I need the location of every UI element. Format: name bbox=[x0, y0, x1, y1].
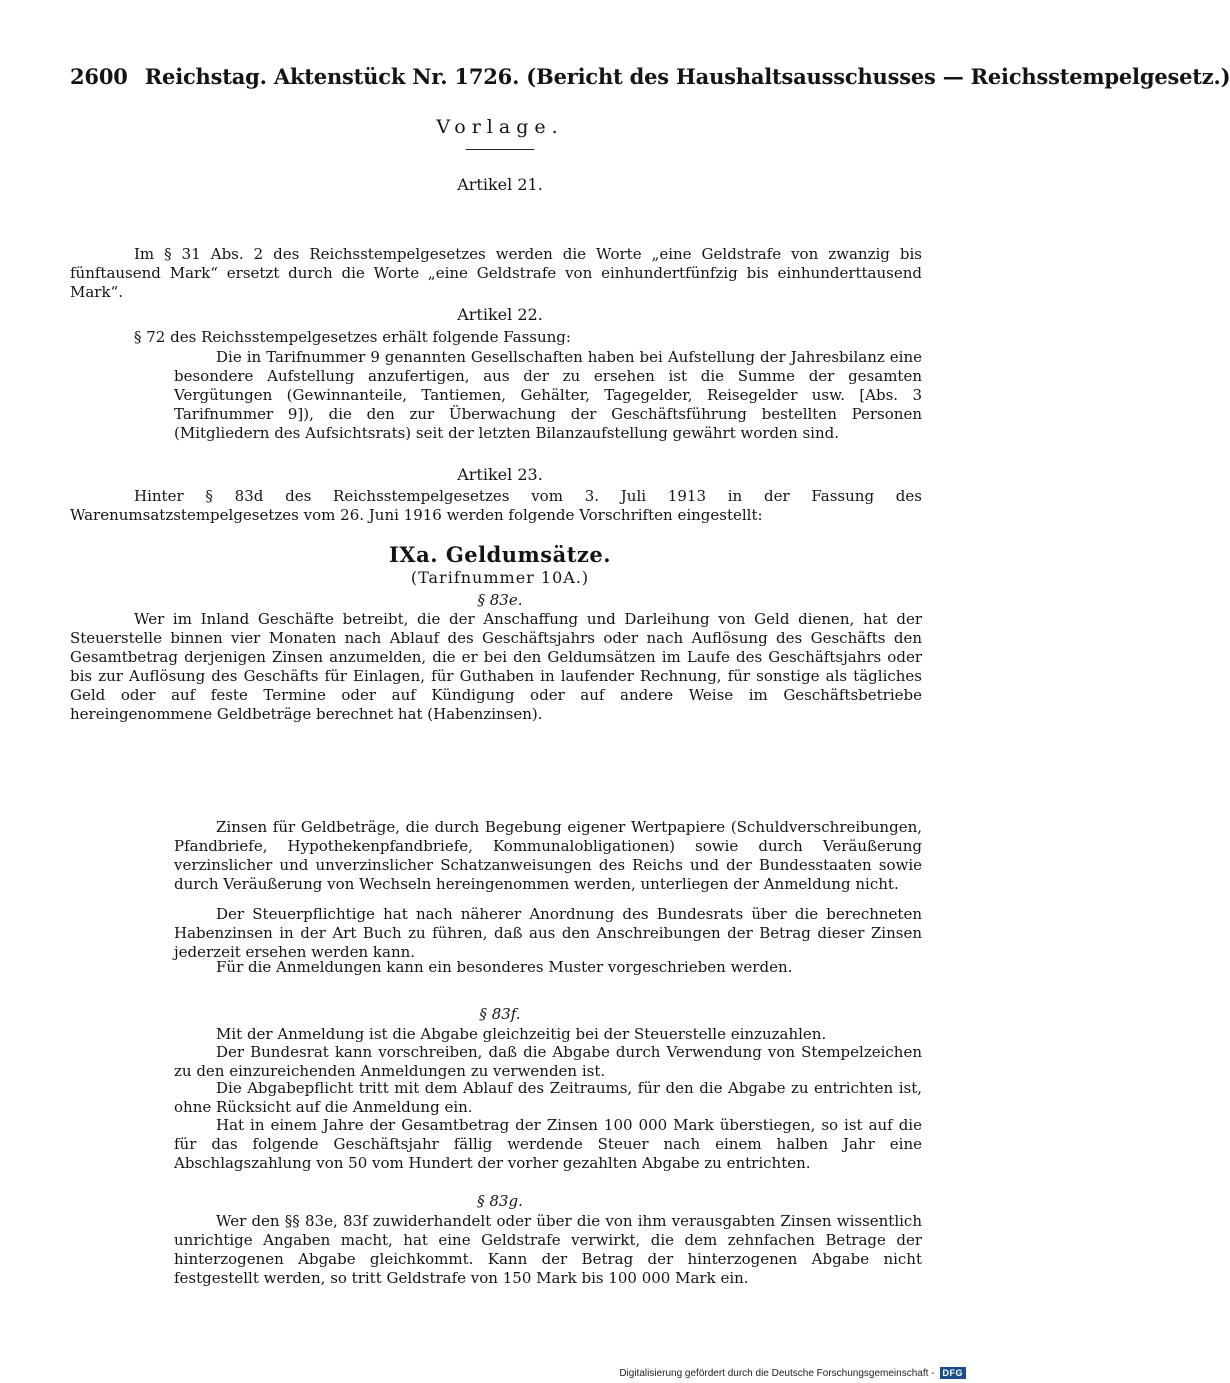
para-83f-heading: § 83f. bbox=[479, 1005, 521, 1023]
artikel-23-text: Hinter § 83d des Reichsstempelgesetzes vom 3. Juli 1913 in der Fassung des Warenumsatzstempelgesetzes vom 26. Juni 1916 werden folgende Vorschriften eingestellt: bbox=[70, 487, 922, 524]
page-number: 2600 bbox=[70, 64, 128, 89]
artikel-21-heading: Artikel 21. bbox=[457, 175, 543, 194]
para-83g-text-1: Wer den §§ 83e, 83f zuwiderhandelt oder über die von ihm verausgabten Zinsen wissentlich unrichtige Angaben macht, hat eine Geldstrafe verwirkt, die dem zehnfachen Betrage der hinterzogenen Abgabe gleichkommt. Kann der Betrag der hinterzogenen Abgabe nicht festgestellt werden, so tritt Geldstrafe von 150 Mark bis 100 000 Mark ein. bbox=[174, 1212, 922, 1287]
section-ixa-subtitle: (Tarifnummer 10A.) bbox=[410, 568, 590, 587]
para-83f-text-1: Mit der Anmeldung ist die Abgabe gleichzeitig bei der Steuerstelle einzuzahlen. bbox=[216, 1025, 827, 1043]
para-83f-text-3: Die Abgabepflicht tritt mit dem Ablauf des Zeitraums, für den die Abgabe zu entrichten ist, ohne Rücksicht auf die Anmeldung ein. bbox=[174, 1079, 922, 1116]
credit-text: Digitalisierung gefördert durch die Deutsche Forschungsgemeinschaft - bbox=[619, 1367, 935, 1379]
digitization-credit bbox=[619, 1367, 966, 1379]
artikel-21-text: Im § 31 Abs. 2 des Reichsstempelgesetzes werden die Worte „eine Geldstrafe von zwanzig bis fünftausend Mark“ ersetzt durch die Worte „eine Geldstrafe von einhundertfünfzig bis einhunderttausend Mark“. bbox=[70, 245, 922, 301]
para-83e-text-1-full: Wer im Inland Geschäfte betreibt, die der Anschaffung und Darleihung von Geld dienen, hat der Steuerstelle binnen vier Monaten nach Ablauf des Geschäftsjahrs oder nach Auflösung des Geschäfts den Gesamtbetrag derjenigen Zinsen anzumelden, die er bei den Geldumsätzen im Laufe des Geschäftsjahrs oder bis zur Auflösung des Geschäfts für Einlagen, für Guthaben in laufender Rechnung, für sonstige als tägliches Geld oder auf feste Termine oder auf Kündigung oder auf andere Weise im Geschäftsbetriebe hereingenommene Geldbeträge berechnet hat (Habenzinsen). bbox=[70, 610, 922, 723]
para-83e-text-3: Der Steuerpflichtige hat nach näherer Anordnung des Bundesrats über die berechneten Habenzinsen in der Art Buch zu führen, daß aus den Anschreibungen der Betrag dieser Zinsen jederzeit ersehen werden kann. bbox=[174, 905, 922, 961]
artikel-22-intro: § 72 des Reichsstempelgesetzes erhält folgende Fassung: bbox=[134, 328, 571, 346]
para-83e-text-2: Zinsen für Geldbeträge, die durch Begebung eigener Wertpapiere (Schuldverschreibungen, Pfandbriefe, Hypothekenpfandbriefe, Kommunalobligationen) sowie durch Veräußerung verzinslicher und unverzinslicher Schatzanweisungen des Reichs und der Bundesstaaten sowie durch Veräußerung von Wechseln hereingenommen werden, unterliegen der Anmeldung nicht. bbox=[174, 818, 922, 893]
vorlage-title: Vorlage. bbox=[436, 116, 564, 138]
artikel-23-heading: Artikel 23. bbox=[457, 465, 543, 484]
page-header bbox=[70, 64, 1230, 89]
running-title: Reichstag. Aktenstück Nr. 1726. (Bericht des Haushaltsausschusses — Reichsstempelgesetz.) bbox=[144, 64, 1230, 89]
para-83g-heading: § 83g. bbox=[477, 1192, 523, 1210]
artikel-22-heading: Artikel 22. bbox=[457, 305, 543, 324]
dfg-logo: DFG bbox=[940, 1367, 967, 1379]
artikel-22-text: Die in Tarifnummer 9 genannten Gesellschaften haben bei Aufstellung der Jahresbilanz eine besondere Aufstellung anzufertigen, aus der zu ersehen ist die Summe der gesamten Vergütungen (Gewinnanteile, Tantiemen, Gehälter, Tagegelder, Reisegelder usw. [Abs. 3 Tarifnummer 9]), die den zur Überwachung der Geschäftsführung bestellten Personen (Mitgliedern des Aufsichtsrats) seit der letzten Bilanzaufstellung gewährt worden sind. bbox=[174, 348, 922, 442]
para-83f-text-4: Hat in einem Jahre der Gesamtbetrag der Zinsen 100 000 Mark überstiegen, so ist auf die für das folgende Geschäftsjahr fällig werdende Steuer nach einem halben Jahr eine Abschlagszahlung von 50 vom Hundert der vorher gezahlten Abgabe zu entrichten. bbox=[174, 1116, 922, 1172]
para-83e-text-4: Für die Anmeldungen kann ein besonderes Muster vorgeschrieben werden. bbox=[216, 958, 793, 976]
para-83f-text-2: Der Bundesrat kann vorschreiben, daß die Abgabe durch Verwendung von Stempelzeichen zu den einzureichenden Anmeldungen zu verwenden ist. bbox=[174, 1043, 922, 1080]
title-rule bbox=[466, 149, 534, 150]
section-ixa-title: IXa. Geldumsätze. bbox=[388, 542, 612, 567]
para-83e-heading: § 83e. bbox=[477, 591, 523, 609]
